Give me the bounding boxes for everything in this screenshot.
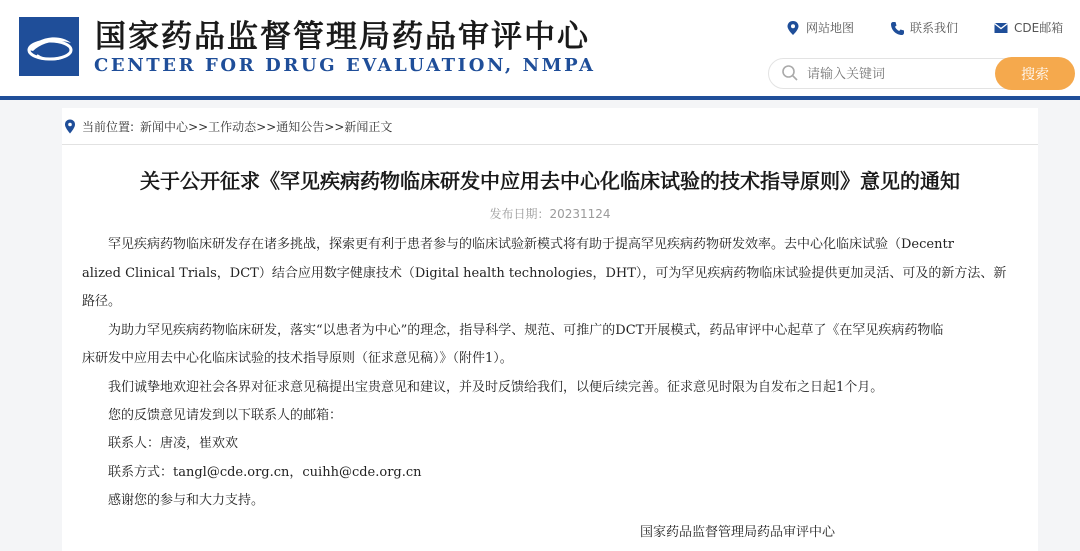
publish-date: 发布日期：20231124 — [489, 207, 611, 221]
contact-link[interactable] — [890, 19, 958, 36]
article-line: alized Clinical Trials，DCT）结合应用数字健康技术（Digital health technologies，DHT），可为罕见疾病药物临床试验提供更加灵活、可及的新方法、新 — [82, 266, 1007, 281]
mail-label: CDE邮箱 — [1014, 21, 1064, 35]
contact-label: 联系我们 — [910, 21, 959, 35]
location-pin-icon — [786, 20, 800, 36]
article-line: 您的反馈意见请发到以下联系人的邮箱： — [82, 408, 343, 423]
phone-icon — [890, 20, 904, 36]
cde-mail-link[interactable] — [994, 19, 1063, 36]
search-icon — [781, 64, 799, 82]
breadcrumb — [64, 118, 392, 135]
article-line: 路径。 — [82, 294, 122, 309]
site-header — [0, 0, 1080, 96]
breadcrumb-pin-icon — [64, 119, 76, 134]
article-line: 感谢您的参与和大力支持。 — [82, 493, 265, 508]
search-button[interactable]: 搜索 — [995, 57, 1075, 90]
article-line: 我们诚挚地欢迎社会各界对征求意见稿提出宝贵意见和建议，并及时反馈给我们，以便后续完善。征求意见时限为自发布之日起1个月。 — [82, 380, 884, 395]
search-box — [768, 58, 1074, 89]
cde-logo-icon[interactable] — [19, 17, 79, 76]
mail-icon — [994, 20, 1008, 36]
breadcrumb-item-announcements[interactable]: 通知公告 — [276, 120, 325, 134]
sitemap-link[interactable] — [786, 19, 854, 36]
breadcrumb-separator: >> — [256, 120, 277, 134]
search-input[interactable] — [807, 63, 987, 85]
breadcrumb-item-news-center[interactable]: 新闻中心 — [140, 120, 189, 134]
article-signature: 国家药品监督管理局药品审评中心 — [640, 525, 836, 540]
article-line: 床研发中应用去中心化临床试验的技术指导原则（征求意见稿）》（附件1）。 — [82, 351, 513, 366]
article-line: 联系方式：tangl@cde.org.cn，cuihh@cde.org.cn — [82, 465, 422, 480]
article-title: 关于公开征求《罕见疾病药物临床研发中应用去中心化临床试验的技术指导原则》意见的通知 — [140, 169, 960, 193]
breadcrumb-separator: >> — [188, 120, 209, 134]
site-title: 国家药品监督管理局药品审评中心 — [95, 19, 590, 55]
article-line: 罕见疾病药物临床研发存在诸多挑战，探索更有利于患者参与的临床试验新模式将有助于提高罕见疾病药物研发效率。去中心化临床试验（Decentr — [82, 237, 954, 252]
breadcrumb-item-news-body: 新闻正文 — [344, 120, 393, 134]
article-line: 联系人：唐凌，崔欢欢 — [82, 436, 239, 451]
breadcrumb-item-work-updates[interactable]: 工作动态 — [208, 120, 257, 134]
sitemap-label: 网站地图 — [806, 21, 855, 35]
breadcrumb-label: 当前位置: — [82, 120, 135, 134]
breadcrumb-divider — [62, 144, 1038, 145]
breadcrumb-separator: >> — [324, 120, 345, 134]
site-subtitle: CENTER FOR DRUG EVALUATION, NMPA — [94, 55, 596, 76]
article-line: 为助力罕见疾病药物临床研发，落实“以患者为中心”的理念，指导科学、规范、可推广的DCT开展模式，药品审评中心起草了《在罕见疾病药物临 — [82, 323, 944, 338]
